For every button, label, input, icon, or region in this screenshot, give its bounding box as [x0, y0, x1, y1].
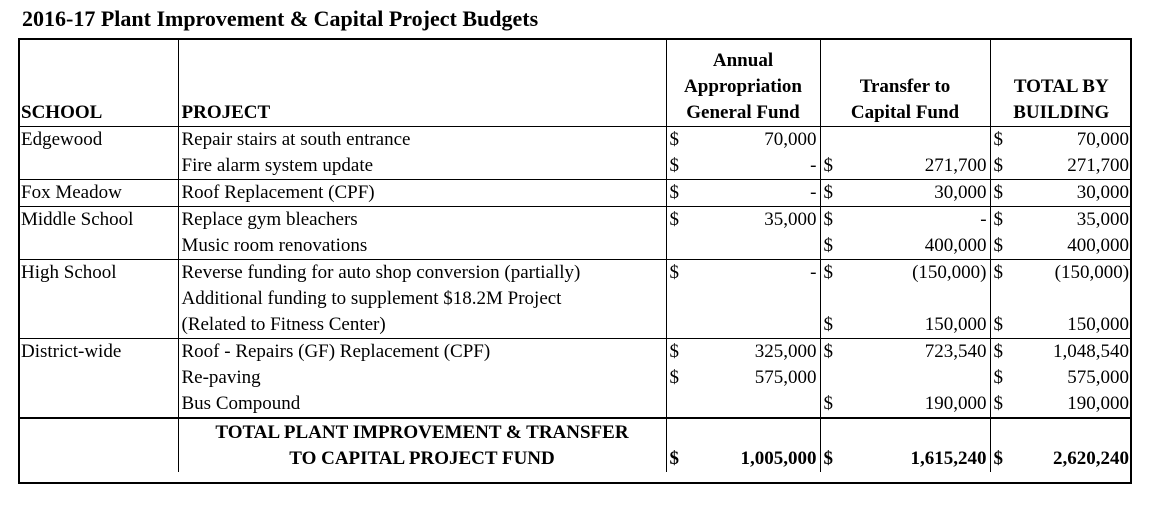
cell-cf: 190,000: [842, 391, 990, 418]
cell-project: Roof - Repairs (GF) Replacement (CPF): [178, 338, 666, 365]
totals-label-line2: TO CAPITAL PROJECT FUND: [289, 447, 555, 469]
cell-cf: [842, 126, 990, 153]
cell-total-currency: $: [990, 126, 1012, 153]
cell-project: Additional funding to supplement $18.2M Project: [178, 286, 666, 312]
cell-school: Edgewood: [21, 128, 103, 150]
cell-gf: [688, 233, 820, 260]
col-header-transfer: [820, 38, 990, 126]
col-header-total: [990, 38, 1132, 126]
col-header-total-line1: TOTAL BY: [1013, 75, 1109, 97]
totals-label: [178, 418, 666, 472]
table-row: [18, 259, 1132, 286]
cell-school: High School: [21, 261, 117, 283]
cell-total: 190,000: [1012, 391, 1132, 418]
col-header-school: SCHOOL: [18, 38, 178, 126]
cell-gf: -: [688, 153, 820, 180]
cell-cf-currency: $: [820, 312, 842, 339]
cell-total: [1012, 286, 1132, 312]
cell-project: Music room renovations: [178, 233, 666, 260]
cell-total-currency: $: [990, 153, 1012, 180]
col-header-total-line2: BUILDING: [1013, 101, 1110, 123]
col-header-transfer-line1: Transfer to: [859, 75, 951, 97]
col-header-annual-line2: Appropriation: [684, 75, 802, 97]
cell-cf-currency: [820, 365, 842, 391]
cell-project: Re-paving: [178, 365, 666, 391]
cell-project: Replace gym bleachers: [178, 206, 666, 233]
cell-gf: 35,000: [764, 208, 817, 230]
cell-total: 70,000: [1076, 128, 1130, 150]
cell-cf: 400,000: [842, 233, 990, 260]
cell-total: 271,700: [1012, 153, 1132, 180]
table-row: [18, 312, 1132, 339]
cell-total: 575,000: [1067, 366, 1130, 388]
header-row: [18, 38, 1132, 126]
cell-gf: 325,000: [754, 340, 817, 362]
cell-school: [18, 312, 178, 339]
cell-gf-currency: [666, 391, 688, 418]
cell-cf-currency: $: [820, 233, 842, 260]
cell-gf-currency: $: [666, 126, 688, 153]
totals-label-line1: TOTAL PLANT IMPROVEMENT & TRANSFER: [215, 421, 629, 443]
cell-school: District-wide: [21, 340, 122, 362]
cell-total-currency: $: [990, 206, 1012, 233]
cell-total: 150,000: [1012, 312, 1132, 339]
cell-cf: 271,700: [842, 153, 990, 180]
table-row: [18, 126, 1132, 153]
cell-project: Repair stairs at south entrance: [178, 126, 666, 153]
cell-cf: 150,000: [842, 312, 990, 339]
cell-project: Bus Compound: [178, 391, 666, 418]
table-row: [18, 338, 1132, 365]
cell-gf-currency: $: [666, 259, 688, 286]
cell-gf-currency: [666, 286, 688, 312]
cell-cf-currency: $: [820, 259, 842, 286]
cell-cf-currency: $: [820, 338, 842, 365]
cell-cf: 30,000: [842, 179, 990, 206]
cell-cf-currency: $: [820, 179, 842, 206]
cell-cf: [842, 365, 990, 391]
cell-total: 30,000: [1012, 179, 1132, 206]
cell-project: (Related to Fitness Center): [178, 312, 666, 339]
cell-gf: 575,000: [754, 366, 817, 388]
totals-total: 2,620,240: [1053, 447, 1130, 469]
table-body: [18, 126, 1132, 472]
totals-gf: 1,005,000: [740, 447, 817, 469]
cell-gf: [688, 391, 820, 418]
cell-school: [18, 153, 178, 180]
cell-total: 400,000: [1012, 233, 1132, 260]
col-header-transfer-line2: Capital Fund: [850, 101, 960, 123]
cell-total: 1,048,540: [1053, 340, 1130, 362]
cell-gf-currency: $: [666, 153, 688, 180]
cell-cf: [842, 286, 990, 312]
cell-gf: 70,000: [764, 128, 817, 150]
cell-school: [18, 365, 178, 391]
col-header-annual-line1: Annual: [712, 49, 774, 71]
cell-total-currency: $: [990, 179, 1012, 206]
cell-gf: -: [688, 179, 820, 206]
col-header-project: PROJECT: [178, 38, 666, 126]
cell-gf-currency: [666, 233, 688, 260]
cell-gf-currency: $: [666, 179, 688, 206]
cell-school: [18, 233, 178, 260]
cell-cf: 723,540: [924, 340, 987, 362]
table-row: [18, 179, 1132, 206]
table-row: [18, 233, 1132, 260]
cell-total-currency: $: [990, 259, 1012, 286]
cell-gf-currency: $: [666, 365, 688, 391]
cell-cf-currency: [820, 286, 842, 312]
cell-total-currency: $: [990, 391, 1012, 418]
cell-cf: (150,000): [912, 261, 987, 283]
table-row: [18, 391, 1132, 418]
cell-gf-currency: $: [666, 206, 688, 233]
totals-gf-currency: $: [666, 418, 688, 472]
cell-project: Fire alarm system update: [178, 153, 666, 180]
cell-school: Middle School: [21, 208, 134, 230]
cell-cf: -: [980, 208, 987, 230]
cell-total-currency: [990, 286, 1012, 312]
cell-total-currency: $: [990, 233, 1012, 260]
cell-cf-currency: [820, 126, 842, 153]
cell-project: Roof Replacement (CPF): [178, 179, 666, 206]
cell-project: Reverse funding for auto shop conversion (partially): [178, 259, 666, 286]
cell-cf-currency: $: [820, 153, 842, 180]
cell-total: (150,000): [1054, 261, 1130, 283]
cell-total-currency: $: [990, 365, 1012, 391]
table-row: [18, 153, 1132, 180]
cell-total-currency: $: [990, 312, 1012, 339]
cell-school: [18, 391, 178, 418]
cell-gf-currency: [666, 312, 688, 339]
totals-cf: 1,615,240: [910, 447, 987, 469]
cell-total-currency: $: [990, 338, 1012, 365]
cell-school: [18, 286, 178, 312]
col-header-annual-line3: General Fund: [686, 101, 800, 123]
table-row: [18, 286, 1132, 312]
col-header-annual: [666, 38, 820, 126]
totals-school-cell: [18, 418, 178, 472]
cell-gf: -: [810, 261, 817, 283]
totals-row: [18, 418, 1132, 472]
cell-cf-currency: $: [820, 391, 842, 418]
cell-gf: [688, 312, 820, 339]
cell-gf-currency: $: [666, 338, 688, 365]
table-row: [18, 206, 1132, 233]
totals-cf-currency: $: [820, 418, 842, 472]
totals-total-currency: $: [990, 418, 1012, 472]
cell-school: Fox Meadow: [18, 179, 178, 206]
table-row: [18, 365, 1132, 391]
cell-cf-currency: $: [820, 206, 842, 233]
cell-total: 35,000: [1076, 208, 1130, 230]
budget-table: [18, 38, 1132, 472]
cell-gf: [688, 286, 820, 312]
page-title: 2016-17 Plant Improvement & Capital Project Budgets: [22, 6, 539, 31]
